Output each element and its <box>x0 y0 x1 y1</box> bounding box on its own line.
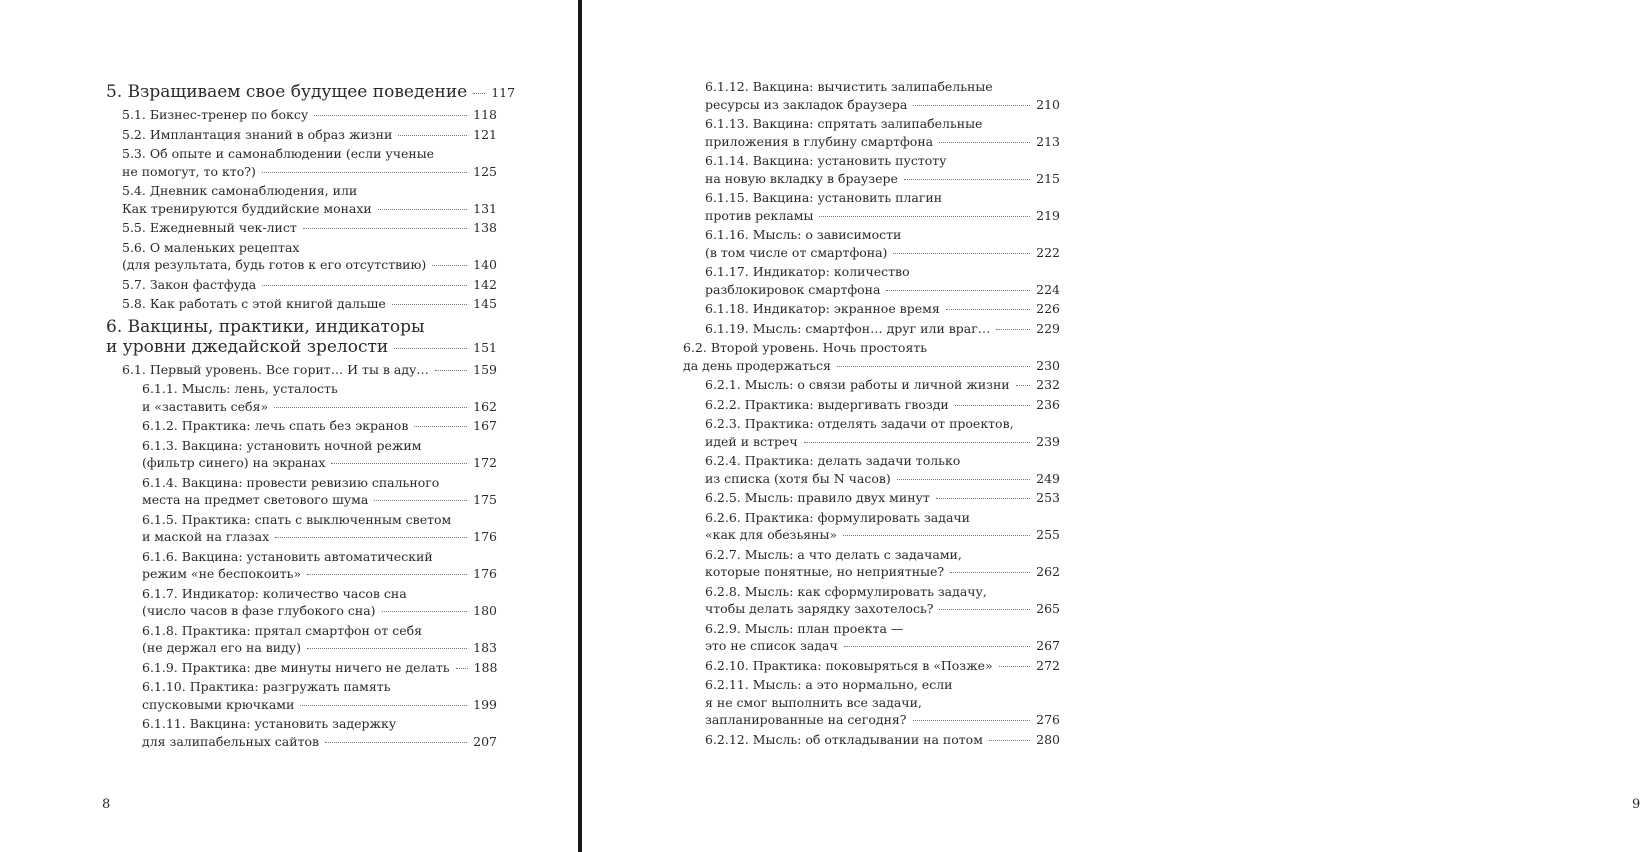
toc-page-number: 265 <box>1036 601 1060 616</box>
toc-entry[interactable] <box>683 452 1060 487</box>
dot-leader <box>392 304 467 305</box>
dot-leader <box>955 405 1030 406</box>
dot-leader <box>844 646 1030 647</box>
toc-entry-title-line: 5.4. Дневник самонаблюдения, или <box>122 183 358 198</box>
toc-page-number: 140 <box>473 257 497 272</box>
toc-entry[interactable] <box>106 380 497 415</box>
dot-leader <box>262 172 467 173</box>
toc-entry-title-line: 6.1.3. Вакцина: установить ночной режим <box>142 437 422 453</box>
toc-page-number: 222 <box>1036 244 1060 260</box>
toc-page-number: 131 <box>473 200 497 216</box>
toc-entry[interactable] <box>683 620 1060 655</box>
toc-entry-title-line: 6.1.9. Практика: две минуты ничего не делать <box>142 659 450 675</box>
dot-leader <box>950 572 1030 573</box>
toc-entry-title-line: и уровни джедайской зрелости <box>106 336 389 357</box>
toc-page-number: 162 <box>473 398 497 414</box>
toc-page-number: 176 <box>473 529 497 544</box>
toc-entry[interactable] <box>106 219 497 237</box>
toc-entry[interactable] <box>106 548 497 583</box>
dot-leader <box>913 105 1030 106</box>
toc-entry[interactable] <box>683 489 1060 507</box>
dot-leader <box>999 666 1030 667</box>
toc-entry[interactable] <box>683 115 1060 150</box>
toc-entry[interactable] <box>106 659 497 677</box>
toc-page-number: 183 <box>473 640 497 655</box>
toc-page-number: 215 <box>1036 170 1060 186</box>
toc-page-number: 224 <box>1036 281 1060 297</box>
dot-leader <box>939 609 1030 610</box>
toc-entry[interactable] <box>106 145 497 180</box>
toc-page-number: 210 <box>1036 96 1060 112</box>
toc-page-number: 226 <box>1036 301 1060 316</box>
toc-entry[interactable] <box>106 474 497 509</box>
toc-entry-title-line: чтобы делать зарядку захотелось? <box>705 601 934 616</box>
toc-page-number: 142 <box>473 276 497 292</box>
dot-leader <box>307 648 467 649</box>
dot-leader <box>897 479 1030 480</box>
dot-leader <box>946 309 1030 310</box>
dot-leader <box>262 285 467 286</box>
toc-entry-title-line: спусковыми крючками <box>142 696 295 712</box>
toc-entry-title-line: места на предмет светового шума <box>142 492 369 507</box>
dot-leader <box>886 290 1030 291</box>
toc-entry-title-line: против рекламы <box>705 207 814 223</box>
toc-entry[interactable] <box>106 106 497 124</box>
toc-entry-title-line: приложения в глубину смартфона <box>705 133 934 149</box>
toc-entry[interactable] <box>683 152 1060 187</box>
toc-entry-title-line: 6.2.5. Мысль: правило двух минут <box>705 490 930 505</box>
toc-entry-title-line: это не список задач <box>705 638 838 653</box>
toc-entry-title-line: не помогут, то кто?) <box>122 163 256 179</box>
dot-leader <box>893 253 1030 254</box>
toc-entry-title-line: 6.1.1. Мысль: лень, усталость <box>142 381 338 396</box>
toc-entry-title-line: для залипабельных сайтов <box>142 733 320 749</box>
toc-page-number: 213 <box>1036 133 1060 149</box>
toc-page-number: 125 <box>473 163 497 179</box>
toc-entry-title-line: 6.2.8. Мысль: как сформулировать задачу, <box>705 583 987 599</box>
toc-entry[interactable] <box>106 585 497 620</box>
table-of-contents-right <box>683 78 1060 750</box>
toc-entry-title-line: (число часов в фазе глубокого сна) <box>142 603 376 618</box>
toc-page-number: 262 <box>1036 564 1060 579</box>
dot-leader <box>307 574 467 575</box>
dot-leader <box>331 463 467 464</box>
right-page <box>584 0 1640 852</box>
dot-leader <box>414 426 467 427</box>
toc-entry-title-line: 5.1. Бизнес-тренер по боксу <box>122 107 309 122</box>
toc-entry-title-line: (для результата, будь готов к его отсутствию) <box>122 257 427 272</box>
toc-entry[interactable] <box>106 417 497 435</box>
toc-entry-title-line: 6.2.2. Практика: выдергивать гвозди <box>705 396 949 412</box>
toc-entry-title-line: режим «не беспокоить» <box>142 566 302 581</box>
toc-page-number: 159 <box>473 361 497 377</box>
toc-entry-title-line: на новую вкладку в браузере <box>705 170 898 186</box>
toc-page-number: 236 <box>1036 396 1060 412</box>
toc-entry[interactable] <box>683 320 1060 338</box>
dot-leader <box>314 115 467 116</box>
toc-page-number: 175 <box>473 492 497 507</box>
toc-page-number: 167 <box>473 418 497 433</box>
toc-page-number: 255 <box>1036 527 1060 542</box>
toc-entry[interactable] <box>106 511 497 546</box>
dot-leader <box>374 500 467 501</box>
toc-entry[interactable] <box>683 189 1060 224</box>
dot-leader <box>303 228 467 229</box>
toc-entry-title-line: 6.1.6. Вакцина: установить автоматический <box>142 548 433 564</box>
dot-leader <box>819 216 1030 217</box>
toc-entry-title-line: ресурсы из закладок браузера <box>705 96 908 112</box>
toc-entry[interactable] <box>106 437 497 472</box>
toc-entry-title-line: 6.1. Первый уровень. Все горит… И ты в аду… <box>122 361 429 377</box>
toc-page-number: 219 <box>1036 207 1060 223</box>
toc-page-number: 230 <box>1036 357 1060 373</box>
toc-page-number: 172 <box>473 455 497 470</box>
toc-entry-title-line: 6.2.7. Мысль: а что делать с задачами, <box>705 546 962 562</box>
dot-leader <box>378 209 467 210</box>
toc-entry[interactable] <box>106 361 497 379</box>
toc-page-number: 232 <box>1036 377 1060 392</box>
dot-leader <box>274 407 467 408</box>
toc-entry-title-line: Как тренируются буддийские монахи <box>122 200 372 216</box>
dot-leader <box>382 611 468 612</box>
toc-entry-title-line: 5.5. Ежедневный чек-лист <box>122 220 297 235</box>
toc-entry[interactable] <box>683 546 1060 581</box>
toc-page-number: 272 <box>1036 657 1060 673</box>
toc-entry-title-line: 5.6. О маленьких рецептах <box>122 239 300 255</box>
toc-entry-title-line: запланированные на сегодня? <box>705 712 907 727</box>
page-number: 9 <box>1632 797 1640 812</box>
toc-entry-title-line: 6.1.11. Вакцина: установить задержку <box>142 716 397 731</box>
dot-leader <box>996 329 1030 330</box>
toc-page-number: 151 <box>473 339 497 355</box>
toc-page-number: 188 <box>473 659 498 675</box>
toc-entry-title-line: 6. Вакцины, практики, индикаторы <box>106 316 425 337</box>
dot-leader <box>300 705 467 706</box>
book-spine <box>578 0 582 852</box>
toc-entry-title-line: 6.1.15. Вакцина: установить плагин <box>705 190 943 205</box>
toc-page-number: 176 <box>473 566 497 581</box>
toc-page-number: 117 <box>491 85 516 100</box>
toc-entry-title-line: 6.1.8. Практика: прятал смартфон от себя <box>142 622 423 638</box>
toc-entry-title-line: 6.1.14. Вакцина: установить пустоту <box>705 153 947 168</box>
toc-entry[interactable] <box>683 339 1060 374</box>
dot-leader <box>325 742 467 743</box>
dot-leader <box>989 740 1030 741</box>
toc-entry-title-line: 5. Взращиваем свое будущее поведение <box>106 82 468 102</box>
toc-entry-title-line: я не смог выполнить все задачи, <box>705 694 922 710</box>
toc-entry-title-line: 6.1.5. Практика: спать с выключенным светом <box>142 511 452 527</box>
toc-entry-title-line: 5.8. Как работать с этой книгой дальше <box>122 296 386 311</box>
dot-leader <box>473 93 485 94</box>
table-of-contents-left <box>106 78 516 752</box>
toc-page-number: 276 <box>1036 712 1060 727</box>
toc-page-number: 267 <box>1036 638 1060 653</box>
dot-leader <box>913 720 1031 721</box>
dot-leader <box>843 535 1030 536</box>
toc-page-number: 207 <box>473 733 497 749</box>
toc-entry[interactable] <box>683 731 1060 749</box>
toc-entry-title-line: (не держал его на виду) <box>142 640 302 655</box>
toc-entry[interactable] <box>683 226 1060 261</box>
toc-page-number: 199 <box>473 696 497 712</box>
toc-entry-title-line: 6.1.7. Индикатор: количество часов сна <box>142 585 407 601</box>
toc-page-number: 249 <box>1036 470 1060 486</box>
toc-chapter[interactable] <box>106 82 516 103</box>
toc-entry-title-line: идей и встреч <box>705 433 798 449</box>
toc-entry[interactable] <box>683 300 1060 318</box>
toc-entry-title-line: 5.3. Об опыте и самонаблюдении (если ученые <box>122 146 435 161</box>
toc-entry-title-line: 6.2.10. Практика: поковыряться в «Позже» <box>705 657 993 673</box>
toc-page-number: 118 <box>473 107 497 122</box>
dot-leader <box>837 366 1030 367</box>
toc-entry-title-line: 6.1.13. Вакцина: спрятать залипабельные <box>705 116 983 131</box>
toc-entry[interactable] <box>106 276 497 294</box>
page-number: 8 <box>102 797 111 812</box>
dot-leader <box>398 135 467 136</box>
toc-entry-title-line: 6.2.9. Мысль: план проекта — <box>705 620 904 636</box>
toc-page-number: 180 <box>473 603 497 618</box>
toc-entry-title-line: 6.1.12. Вакцина: вычистить залипабельные <box>705 79 993 94</box>
dot-leader <box>936 498 1030 499</box>
toc-entry-title-line: 5.2. Имплантация знаний в образ жизни <box>122 126 393 142</box>
toc-chapter[interactable] <box>106 317 497 358</box>
toc-entry[interactable] <box>683 263 1060 298</box>
dot-leader <box>432 265 467 266</box>
toc-entry[interactable] <box>683 583 1060 618</box>
toc-entry-title-line: 6.1.19. Мысль: смартфон… друг или враг… <box>705 320 991 336</box>
toc-page-number: 239 <box>1036 433 1060 449</box>
dot-leader <box>904 179 1030 180</box>
toc-entry-title-line: (в том числе от смартфона) <box>705 244 888 260</box>
toc-entry-title-line: и маской на глазах <box>142 529 270 544</box>
toc-entry-title-line: 6.1.18. Индикатор: экранное время <box>705 301 940 316</box>
toc-entry-title-line: 6.2.6. Практика: формулировать задачи <box>705 509 971 525</box>
toc-entry-title-line: 6.2.11. Мысль: а это нормально, если <box>705 677 953 692</box>
toc-page-number: 229 <box>1036 320 1060 336</box>
toc-entry[interactable] <box>106 239 497 274</box>
dot-leader <box>456 668 468 669</box>
toc-entry-title-line: 5.7. Закон фастфуда <box>122 276 257 292</box>
toc-entry[interactable] <box>106 715 497 750</box>
toc-entry[interactable] <box>106 126 497 144</box>
toc-page-number: 121 <box>473 126 497 142</box>
toc-entry[interactable] <box>683 376 1060 394</box>
toc-entry-title-line: 6.1.17. Индикатор: количество <box>705 264 910 279</box>
left-page <box>0 0 578 852</box>
toc-entry[interactable] <box>683 415 1060 450</box>
dot-leader <box>1016 385 1031 386</box>
toc-entry-title-line: 6.1.4. Вакцина: провести ревизию спального <box>142 474 440 490</box>
toc-entry[interactable] <box>106 678 497 713</box>
toc-entry[interactable] <box>683 657 1060 675</box>
toc-entry-title-line: 6.2.1. Мысль: о связи работы и личной жизни <box>705 377 1010 392</box>
toc-entry-title-line: «как для обезьяны» <box>705 527 838 542</box>
toc-entry-title-line: 6.2.3. Практика: отделять задачи от проектов, <box>705 416 1014 431</box>
toc-entry[interactable] <box>106 622 497 657</box>
toc-entry[interactable] <box>683 676 1060 729</box>
toc-entry[interactable] <box>106 295 497 313</box>
toc-entry[interactable] <box>683 396 1060 414</box>
toc-page-number: 253 <box>1036 490 1060 505</box>
toc-entry-title-line: 6.1.2. Практика: лечь спать без экранов <box>142 418 409 433</box>
toc-entry-title-line: да день продержаться <box>683 357 831 373</box>
dot-leader <box>435 370 467 371</box>
toc-entry-title-line: разблокировок смартфона <box>705 281 881 297</box>
dot-leader <box>939 142 1030 143</box>
toc-entry-title-line: 6.2.4. Практика: делать задачи только <box>705 453 961 468</box>
toc-entry[interactable] <box>683 78 1060 113</box>
toc-entry-title-line: и «заставить себя» <box>142 398 269 414</box>
toc-entry[interactable] <box>106 182 497 217</box>
toc-page-number: 280 <box>1036 731 1060 747</box>
toc-entry-title-line: (фильтр синего) на экранах <box>142 455 326 470</box>
toc-entry[interactable] <box>683 509 1060 544</box>
dot-leader <box>275 537 467 538</box>
toc-entry-title-line: которые понятные, но неприятные? <box>705 564 945 579</box>
toc-page-number: 145 <box>473 296 497 311</box>
toc-page-number: 138 <box>473 220 497 235</box>
toc-entry-title-line: 6.1.10. Практика: разгружать память <box>142 679 391 694</box>
toc-entry-title-line: 6.2.12. Мысль: об откладывании на потом <box>705 731 983 747</box>
dot-leader <box>804 442 1030 443</box>
dot-leader <box>394 348 467 349</box>
toc-entry-title-line: 6.2. Второй уровень. Ночь простоять <box>683 340 928 355</box>
toc-entry-title-line: 6.1.16. Мысль: о зависимости <box>705 227 902 242</box>
toc-entry-title-line: из списка (хотя бы N часов) <box>705 470 891 486</box>
